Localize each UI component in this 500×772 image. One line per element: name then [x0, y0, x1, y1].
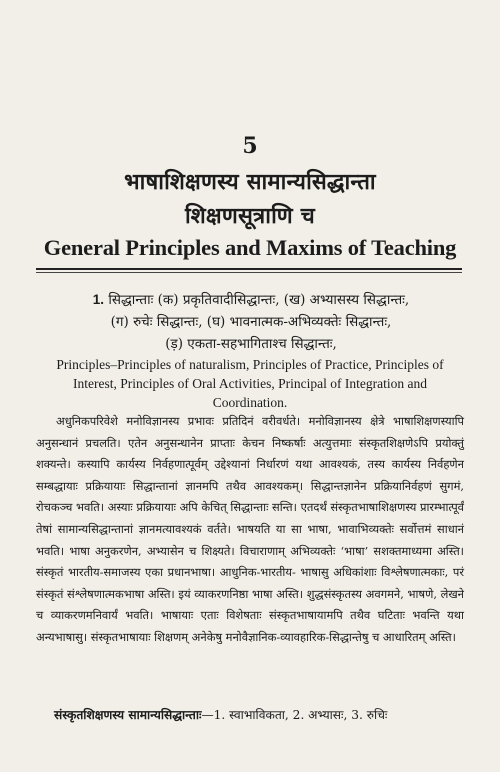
subheading-label: संस्कृतशिक्षणस्य सामान्यसिद्धान्ताः	[54, 708, 202, 722]
chapter-title-hindi-line1: भाषाशिक्षणस्य सामान्यसिद्धान्ता	[124, 169, 376, 195]
topics-list-hindi	[42, 289, 460, 355]
topics-line-3: (ड़) एकता-सहभागिताश्च सिद्धान्तः,	[165, 336, 337, 352]
section-subheading	[54, 705, 464, 725]
title-rule-thin	[36, 272, 462, 273]
chapter-title-hindi-line2: शिक्षणसूत्राणि च	[185, 203, 315, 229]
topics-line1-text: सिद्धान्ताः (क) प्रकृतिवादीसिद्धान्तः, (ख) अभ्यासस्य सिद्धान्तः,	[108, 292, 410, 308]
topics-english: Principles–Principles of naturalism, Principles of Practice, Principles of Interest, Principles of Oral Activities, Principal of Integration and Coordination.	[56, 357, 444, 410]
topics-line-2: (ग) रुचेः सिद्धान्तः, (घ) भावनात्मक-अभिव्यक्तेः सिद्धान्तः,	[110, 314, 392, 330]
body-paragraph: अधुनिकपरिवेशे मनोविज्ञानस्य प्रभावः प्रतिदिनं वरीवर्धते। मनोविज्ञानस्य क्षेत्रे भाषाशिक्षणस्यापि अनुसन्धानं प्रचलति। एतेन अनुसन्धानेन प्राप्ताः केचन निष्कर्षाः अत्युत्तमाः संस्कृतशिक्षणेऽपि प्रयोक्तुं शक्यन्ते। कस्यापि कार्यस्य निर्वहणात्पूर्वम् उद्देश्यानां निर्धारणं यथा आवश्यकं, तस्य कार्यस्य निर्वहणेन सम्बद्धायाः प्रक्रियायाः सिद्धान्तानां ज्ञानमपि तथैव आवश्यकम्। सिद्धान्तज्ञानेन प्रक्रियानिर्वहणं सुगमं, रोचकञ्च भवति। अस्याः प्रक्रियायाः अपि केचित् सिद्धान्ताः सन्ति। एतदर्थं संस्कृतभाषाशिक्षणस्य प्रारम्भात्पूर्वं तेषां सामान्यसिद्धान्तानां ज्ञानमत्यावश्यकं वर्तते। भाषयति या सा भाषा, भावाभिव्यक्तेः सर्वोत्तमं साधानं भवति। भाषा अनुकरणेन, अभ्यासेन च शिक्ष्यते। विचाराणाम् अभिव्यक्तेः ‘भाषा’ सशक्तमाध्यमा अस्ति। संस्कृतं भारतीय-समाजस्य एका प्रधानभाषा। आधुनिक-भारतीय- भाषासु अधिकांशाः विश्लेषणात्मकाः, परं संस्कृतं संश्लेषणात्मकभाषा अस्ति। इयं व्याकरणनिष्ठा भाषा अस्ति। शुद्धसंस्कृतस्य अवगमने, भाषणे, लेखने च व्याकरणमनिवार्यं भवति। भाषायाः एताः विशेषताः संस्कृतभाषायामपि तथैव घटिताः भवन्ति यथा अन्यभाषासु। संस्कृतभाषायाः शिक्षणम् अनेकेषु मनोवैज्ञानिक-व्यावहारिक-सिद्धान्तेषु च आधारितम् अस्ति।	[36, 414, 464, 644]
chapter-number: 5	[242, 133, 258, 159]
subheading-items: —1. स्वाभाविकता, 2. अभ्यासः, 3. रुचिः	[201, 708, 388, 722]
title-rule	[36, 268, 462, 270]
topics-number: 1.	[92, 292, 105, 307]
chapter-title-english: General Principles and Maxims of Teaching	[43, 235, 457, 260]
topics-line-1	[42, 289, 460, 311]
